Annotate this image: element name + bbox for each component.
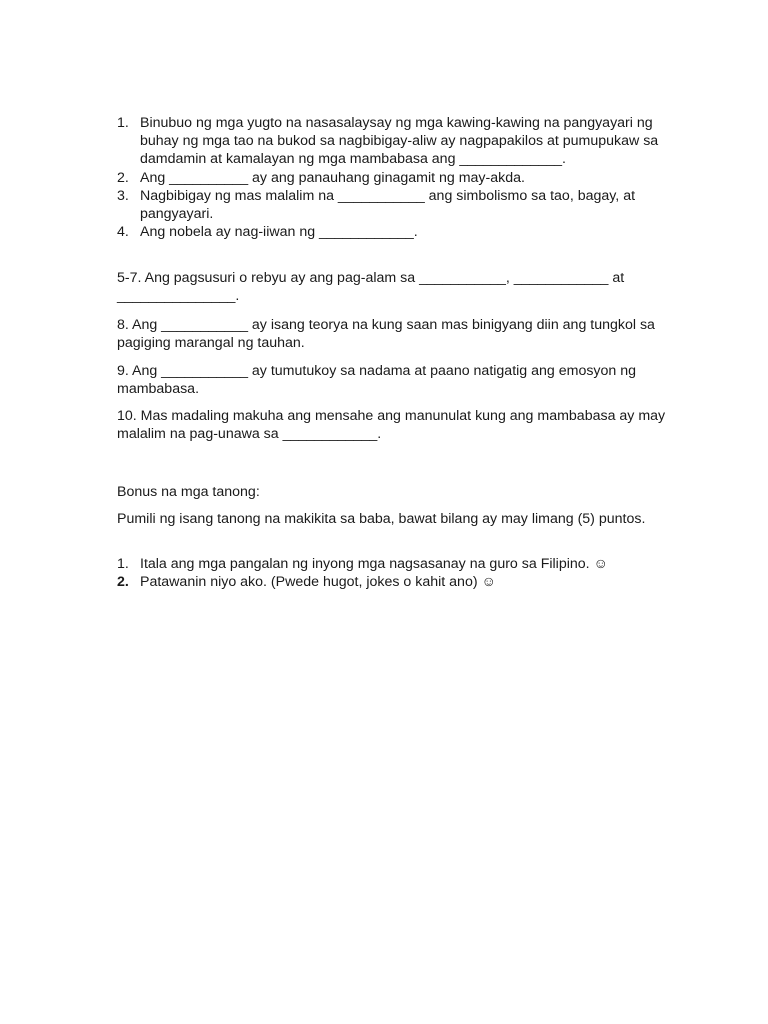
list-item [117,555,687,573]
bonus-list [117,555,687,591]
question-9: 9. Ang ___________ ay tumutukoy sa nadama at paano natigatig ang emosyon ng mambabasa. [117,363,637,398]
list-item [117,187,687,223]
item-text: Ang nobela ay nag-iiwan ng ____________. [140,224,418,241]
item-number: 2. [117,169,129,186]
item-text: Ang __________ ay ang panauhang ginagamit ng may-akda. [140,169,525,186]
question-8: 8. Ang ___________ ay isang teorya na kung saan mas binigyang diin ang tungkol sa pagiging marangal ng tauhan. [117,317,655,352]
list-item [117,573,687,591]
question-10: 10. Mas madaling makuha ang mensahe ang manunulat kung ang mambabasa ay may malalim na pag-unawa sa ____________. [117,408,666,443]
item-text: Patawanin niyo ako. (Pwede hugot, jokes o kahit ano) ☺ [140,574,496,591]
question-5-7: 5-7. Ang pagsusuri o rebyu ay ang pag-alam sa ___________, ____________ at _______________. [117,270,625,305]
question-list [117,114,687,241]
item-text: Itala ang mga pangalan ng inyong mga nagsasanay na guro sa Filipino. ☺ [140,556,609,572]
item-number: 1. [117,556,129,572]
list-item [117,169,687,187]
item-number: 1. [117,115,129,131]
item-text: Binubuo ng mga yugto na nasasalaysay ng mga kawing-kawing na pangyayari ng buhay ng mga tao na bukod sa nagbibigay-aliw ay nagpapakilos at pumupukaw sa damdamin at kamalayan ng mga mambabasa ang _____________. [140,115,659,168]
item-text: Nagbibigay ng mas malalim na ___________ ang simbolismo sa tao, bagay, at pangyayari. [140,187,636,223]
list-item [117,114,687,169]
bonus-instruction: Pumili ng isang tanong na makikita sa baba, bawat bilang ay may limang (5) puntos. [117,511,646,527]
bonus-title: Bonus na mga tanong: [117,484,260,500]
item-number: 4. [117,224,129,241]
item-number: 2. [117,574,129,591]
item-number: 3. [117,187,129,204]
list-item [117,223,687,241]
